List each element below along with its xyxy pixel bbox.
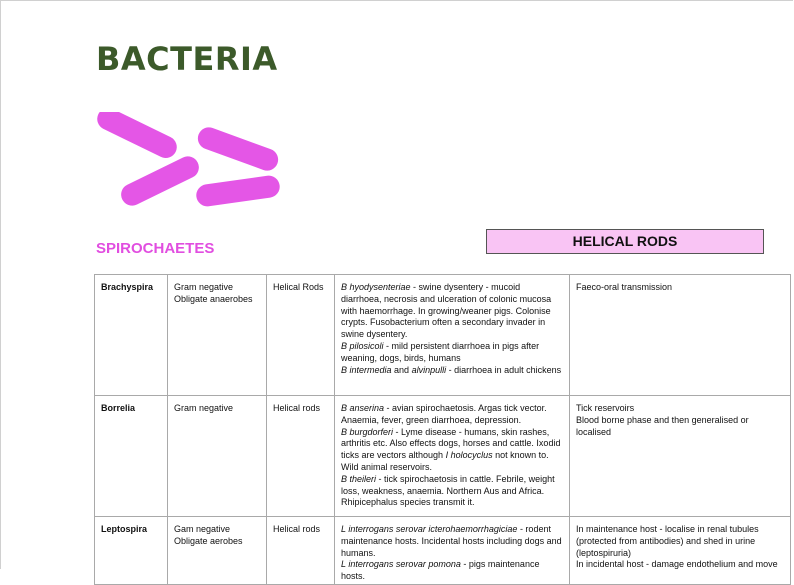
genus-cell: Borrelia	[95, 396, 168, 517]
notes-line: In maintenance host - localise in renal tubules (protected from antibodies) and shed in urine (leptospiruria)	[576, 524, 759, 558]
notes-cell	[570, 517, 791, 585]
disease-text: - swine dysentery - mucoid diarrhoea, necrosis and ulceration of colonic mucosa with haemorrhage. In growing/weaner pigs. Colonise crypts. Fusobacterium often a secondary invader in swine dysentery.	[341, 282, 552, 340]
notes-line: Faeco-oral transmission	[576, 282, 673, 292]
disease-text: - diarrhoea in adult chickens	[446, 364, 562, 375]
disease-text: - Lyme disease - humans, skin rashes, arthritis etc. Also effects dogs, horses and cattle. Ixodid ticks are vectors although	[341, 426, 561, 461]
disease-text: and	[391, 364, 412, 375]
shape-cell: Helical Rods	[267, 275, 335, 396]
disease-text: - rodent maintenance hosts. Incidental hosts including dogs and humans.	[341, 524, 562, 558]
species-name: B pilosicoli	[341, 340, 384, 351]
bacteria-table	[94, 274, 791, 585]
gram-line: Gam negative	[174, 524, 231, 534]
genus-cell: Brachyspira	[95, 275, 168, 396]
notes-cell	[570, 396, 791, 517]
disease-line	[341, 365, 563, 377]
species-name: B burgdorferi	[341, 426, 394, 437]
disease-line	[341, 282, 563, 341]
gram-line: Gram negative	[174, 403, 234, 413]
disease-line	[341, 427, 563, 474]
section-title: SPIROCHAETES	[96, 240, 215, 257]
genus-cell: Leptospira	[95, 517, 168, 585]
category-header: HELICAL RODS	[486, 229, 764, 254]
disease-line	[341, 524, 563, 559]
disease-text: - pigs maintenance hosts.	[341, 559, 540, 582]
gram-cell	[168, 517, 267, 585]
disease-text: - tick spirochaetosis in cattle. Febrile, weight loss, weakness, anaemia. Northern Aus and Africa. Rhipicephalus species transmit it.	[341, 473, 555, 508]
gram-line: Obligate anaerobes	[174, 293, 253, 304]
bacterium-rod-3	[117, 153, 202, 210]
notes-line: In incidental host - damage endothelium and move	[576, 559, 778, 570]
shape-cell: Helical rods	[267, 517, 335, 585]
gram-cell	[168, 396, 267, 517]
species-name: L interrogans serovar icterohaemorrhagiciae	[341, 524, 518, 534]
disease-line	[341, 341, 563, 365]
disease-cell	[335, 396, 570, 517]
species-name: B hyodysenteriae	[341, 282, 411, 292]
page-title: BACTERIA	[96, 40, 278, 78]
species-name: I holocyclus	[445, 450, 493, 461]
species-name: B theileri	[341, 473, 377, 484]
bacterium-rod-4	[195, 174, 281, 207]
bacterium-rod-1	[94, 112, 181, 162]
gram-line: Obligate aerobes	[174, 535, 243, 546]
bacteria-illustration	[88, 112, 288, 212]
table-row	[95, 396, 791, 517]
table-row	[95, 517, 791, 585]
species-name: B intermedia	[341, 364, 392, 375]
table-row	[95, 275, 791, 396]
notes-line: Blood borne phase and then generalised or localised	[576, 414, 749, 437]
disease-cell	[335, 275, 570, 396]
disease-text: - mild persistent diarrhoea in pigs after weaning, dogs, birds, humans	[341, 340, 540, 363]
bacterium-rod-2	[195, 124, 281, 173]
shape-cell: Helical rods	[267, 396, 335, 517]
species-name: L interrogans serovar pomona	[341, 559, 461, 570]
species-name: B anserina	[341, 403, 385, 413]
disease-line	[341, 403, 563, 427]
disease-text: - avian spirochaetosis. Argas tick vector. Anaemia, fever, green diarrhoea, depression.	[341, 403, 547, 425]
gram-line: Gram negative	[174, 282, 234, 292]
disease-line	[341, 474, 563, 509]
gram-cell	[168, 275, 267, 396]
disease-line	[341, 559, 563, 583]
notes-cell	[570, 275, 791, 396]
disease-cell	[335, 517, 570, 585]
species-name: alvinpulli	[411, 364, 447, 375]
disease-text: not known to. Wild animal reservoirs.	[341, 450, 549, 472]
notes-line: Tick reservoirs	[576, 403, 635, 413]
